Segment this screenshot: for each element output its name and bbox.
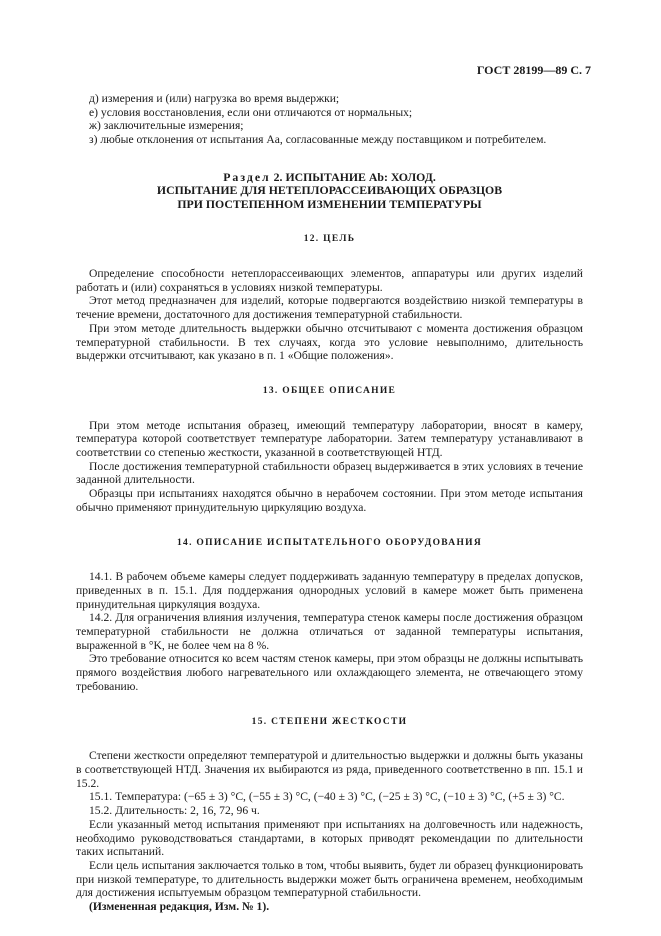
subsection-title-12: 12. ЦЕЛЬ: [303, 234, 356, 245]
subsection-title-14: 14. ОПИСАНИЕ ИСПЫТАТЕЛЬНОГО ОБОРУДОВАНИЯ: [176, 537, 482, 548]
list-item: ж) заключительные измерения;: [89, 119, 244, 133]
paragraph: Этот метод предназначен для изделий, которые подвергаются воздействию низкой температуры в течение времени, достаточного для достижения температурной стабильности.: [76, 294, 583, 322]
section-heading: [76, 171, 583, 212]
section-title-line2: ИСПЫТАНИЕ ДЛЯ НЕТЕПЛОРАССЕИВАЮЩИХ ОБРАЗЦОВ: [156, 183, 503, 198]
document-body: [76, 92, 583, 914]
subsection-title-15: 15. СТЕПЕНИ ЖЕСТКОСТИ: [251, 716, 408, 727]
list-item: з) любые отклонения от испытания Aa, согласованные между поставщиком и потребителем.: [89, 133, 547, 147]
subsection-title-13: 13. ОБЩЕЕ ОПИСАНИЕ: [262, 385, 397, 396]
section-title-line1: 2. ИСПЫТАНИЕ Ab: ХОЛОД.: [273, 169, 436, 184]
paragraph: Образцы при испытаниях находятся обычно в нерабочем состоянии. При этом методе испытания обычно применяют принудительную циркуляцию воздуха.: [76, 487, 583, 514]
paragraph: 15.1. Температура: (−65 ± 3) °C, (−55 ± 3) °C, (−40 ± 3) °C, (−25 ± 3) °C, (−10 ± 3) °C, (+5 ± 3) °C.: [89, 790, 565, 804]
paragraph: 14.1. В рабочем объеме камеры следует поддерживать заданную температуру в пределах допусков, приведенных в п. 15.1. Для поддержания однородных условий в камере может быть применена принудительная циркуляция воздуха.: [76, 570, 583, 611]
section-prefix: Раздел: [223, 169, 271, 184]
paragraph: Если цель испытания заключается только в том, чтобы выявить, будет ли образец функционировать при низкой температуре, то длительность выдержки может быть ограничена временем, необходимым для достижения испытуемым образцом температурной стабильности.: [76, 858, 583, 900]
list-item: е) условия восстановления, если они отличаются от нормальных;: [89, 105, 413, 119]
paragraph: При этом методе длительность выдержки обычно отсчитывают с момента достижения образцом температурной стабильности. В тех случаях, когда это условие невыполнимо, длительность выдержки отсчитывают, как указано в п. 1 «Общие положения».: [76, 321, 583, 363]
paragraph: 14.2. Для ограничения влияния излучения, температура стенок камеры после достижения образцом температурной стабильности не должна отличаться от заданной температуры испытания, выраженной в °K, не более чем на 8 %.: [76, 611, 583, 652]
list-item: д) измерения и (или) нагрузка во время выдержки;: [89, 92, 340, 105]
paragraph: Если указанный метод испытания применяют при испытаниях на долговечность или надежность, необходимо руководствоваться стандартами, в которых приводят рекомендации по длительности таких испытаний.: [76, 817, 583, 859]
paragraph: Это требование относится ко всем частям стенок камеры, при этом образцы не должны испытывать прямого воздействия любого нагревательного или охлаждающего элемента, не отвечающего этому требованию.: [76, 652, 583, 693]
paragraph: При этом методе испытания образец, имеющий температуру лаборатории, вносят в камеру, температура которой соответствует температуре лаборатории. Затем температуру устанавливают в соответствии со степенью жесткости, указанной в соответствующей НТД.: [76, 418, 583, 460]
paragraph: 15.2. Длительность: 2, 16, 72, 96 ч.: [89, 804, 260, 818]
section-title-line3: ПРИ ПОСТЕПЕННОМ ИЗМЕНЕНИИ ТЕМПЕРАТУРЫ: [177, 196, 482, 211]
amendment-note: (Измененная редакция, Изм. № 1).: [89, 900, 270, 914]
item-list: [76, 92, 583, 147]
paragraph: После достижения температурной стабильности образец выдерживается в этих условиях в течение заданной длительности.: [76, 459, 583, 487]
page-header: ГОСТ 28199—89 С. 7: [476, 63, 591, 77]
paragraph: Определение способности нетеплорассеивающих элементов, аппаратуры или других изделий работать и (или) сохраняться в условиях низкой температуры.: [76, 267, 583, 294]
paragraph: Степени жесткости определяют температурой и длительностью выдержки и должны быть указаны в соответствующей НТД. Значения их выбираются из ряда, приведенного соответственно в пп. 15.1 и 15.2.: [76, 749, 583, 790]
